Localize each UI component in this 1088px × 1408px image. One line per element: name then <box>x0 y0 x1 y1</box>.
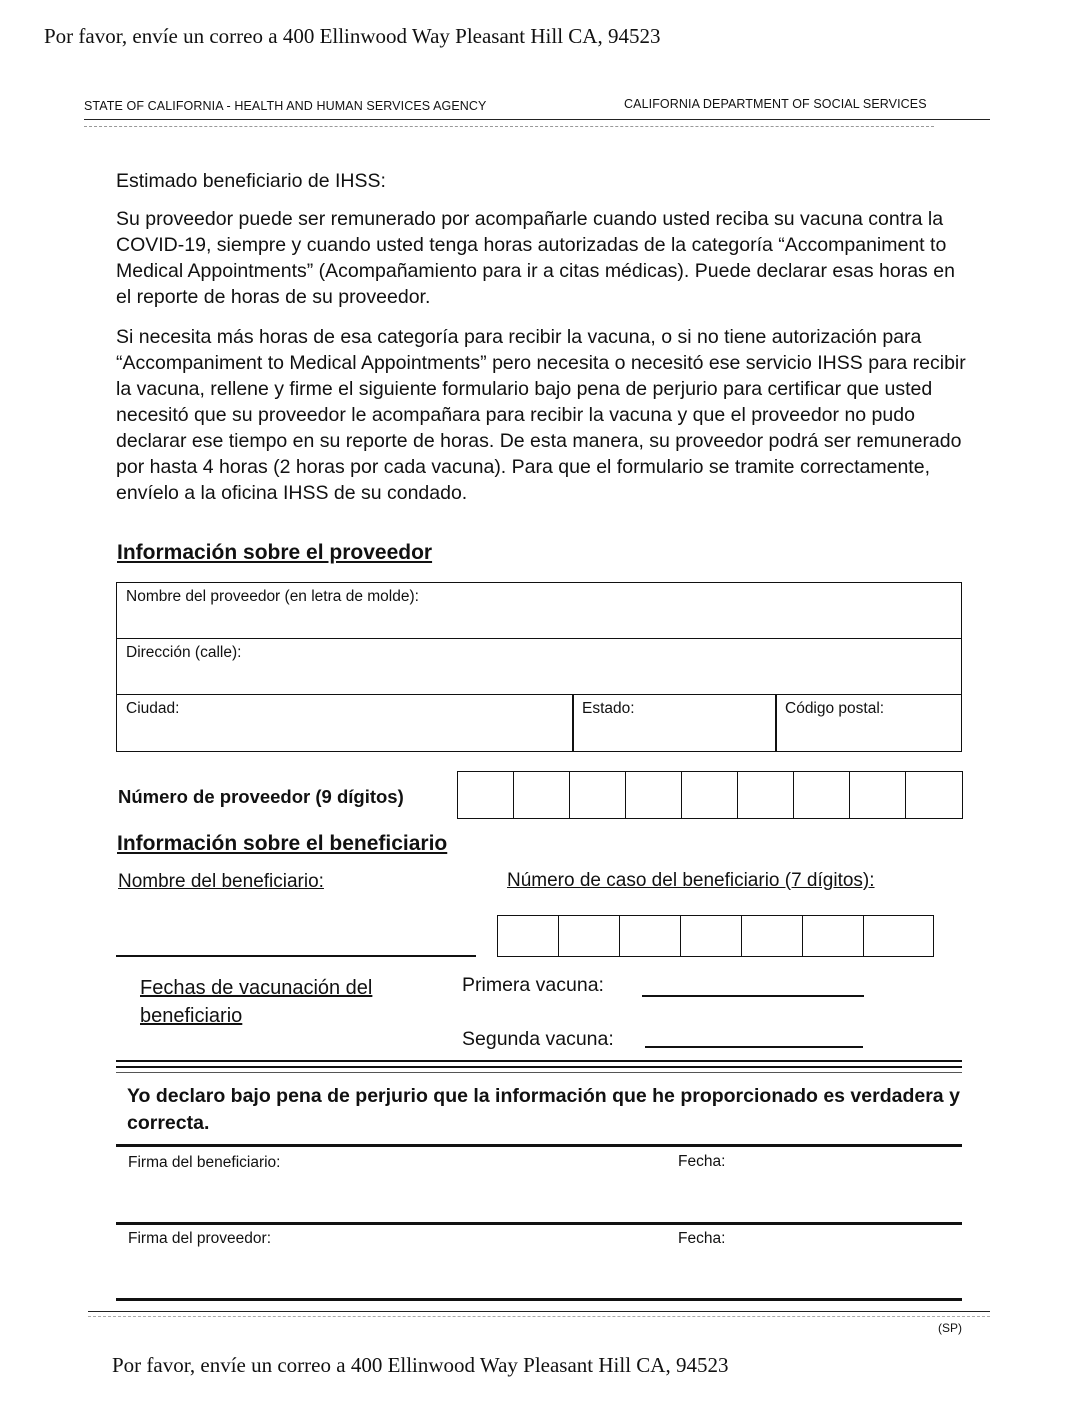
provider-section-title: Información sobre el proveedor <box>117 541 433 564</box>
perjury-declaration: Yo declaro bajo pena de perjurio que la información que he proporcionado es verdadera y correcta. <box>127 1085 960 1134</box>
provider-zip-label: Código postal: <box>785 700 885 717</box>
provider-number-label: Número de proveedor (9 dígitos) <box>118 786 404 807</box>
provider-digit-box[interactable] <box>682 772 738 818</box>
second-dose-date-line[interactable] <box>645 1046 863 1048</box>
provider-state-field[interactable] <box>574 695 775 751</box>
case-digit-box[interactable] <box>498 916 559 956</box>
provider-signature-label: Firma del proveedor: <box>128 1230 272 1247</box>
provider-state-label: Estado: <box>582 700 635 717</box>
mailing-instruction-bottom: Por favor, envíe un correo a 400 Ellinwood Way Pleasant Hill CA, 94523 <box>112 1353 729 1377</box>
case-digit-box[interactable] <box>742 916 803 956</box>
header-rule <box>84 119 990 120</box>
language-code: (SP) <box>938 1321 962 1335</box>
provider-city-field[interactable] <box>117 695 572 751</box>
provider-city-label: Ciudad: <box>126 700 180 717</box>
declaration-rule <box>116 1144 962 1147</box>
provider-digit-box[interactable] <box>514 772 570 818</box>
provider-digit-box[interactable] <box>850 772 906 818</box>
greeting: Estimado beneficiario de IHSS: <box>116 170 386 192</box>
case-digit-box[interactable] <box>803 916 864 956</box>
instructions-paragraph: Si necesita más horas de esa categoría para recibir la vacuna, o si no tiene autorización para “Accompaniment to Medical Appointments” pero necesita o necesitó ese servicio IHSS para recibir la vacuna, rellene y firme el siguiente formulario bajo pena de perjurio para certificar que usted necesitó que su proveedor le acompañara para recibir la vacuna y que el proveedor no pudo declarar ese tiempo en su reporte de horas. De esta manera, su proveedor podrá ser remunerado por hasta 4 horas (2 horas por cada vacuna). Para que el formulario se tramite correctamente, envíelo a la oficina IHSS de su condado. <box>116 326 966 504</box>
case-digit-box[interactable] <box>620 916 681 956</box>
footer-rule <box>88 1311 990 1312</box>
provider-number-boxes <box>457 771 963 819</box>
provider-address-label: Dirección (calle): <box>126 644 242 661</box>
beneficiary-section-title: Información sobre el beneficiario <box>117 832 448 855</box>
provider-name-label: Nombre del proveedor (en letra de molde): <box>126 588 419 605</box>
provider-digit-box[interactable] <box>626 772 682 818</box>
section-divider <box>116 1072 962 1073</box>
case-number-label: Número de caso del beneficiario (7 dígitos): <box>507 870 875 891</box>
case-digit-box[interactable] <box>559 916 620 956</box>
beneficiary-name-label: Nombre del beneficiario: <box>118 871 324 892</box>
provider-city-state-zip-row <box>117 695 961 751</box>
department-header: CALIFORNIA DEPARTMENT OF SOCIAL SERVICES <box>624 97 927 111</box>
provider-info-box <box>116 582 962 752</box>
provider-digit-box[interactable] <box>906 772 962 818</box>
case-digit-box[interactable] <box>864 916 925 956</box>
provider-date-label: Fecha: <box>678 1230 726 1247</box>
first-dose-date-line[interactable] <box>642 995 864 997</box>
provider-address-field[interactable] <box>117 639 961 695</box>
header-dashed-rule <box>84 126 934 127</box>
beneficiary-date-label: Fecha: <box>678 1153 726 1170</box>
beneficiary-name-line[interactable] <box>116 955 476 957</box>
provider-digit-box[interactable] <box>794 772 850 818</box>
beneficiary-signature-line[interactable] <box>116 1222 962 1225</box>
first-dose-label: Primera vacuna: <box>462 974 604 996</box>
second-dose-label: Segunda vacuna: <box>462 1028 614 1050</box>
provider-zip-field[interactable] <box>777 695 960 751</box>
provider-digit-box[interactable] <box>458 772 514 818</box>
agency-header: STATE OF CALIFORNIA - HEALTH AND HUMAN SERVICES AGENCY <box>84 99 487 113</box>
case-digit-box[interactable] <box>681 916 742 956</box>
case-number-boxes <box>497 915 934 957</box>
intro-paragraph: Su proveedor puede ser remunerado por acompañarle cuando usted reciba su vacuna contra la COVID-19, siempre y cuando usted tenga horas autorizadas de la categoría “Accompaniment to Medical Appointments” (Acompañamiento para ir a citas médicas). Puede declarar esas horas en el reporte de horas de su proveedor. <box>116 208 955 308</box>
provider-name-field[interactable] <box>117 583 961 639</box>
section-divider <box>116 1066 962 1068</box>
beneficiary-signature-label: Firma del beneficiario: <box>128 1154 281 1171</box>
vaccination-dates-label: Fechas de vacunación del beneficiario <box>140 977 373 1027</box>
provider-signature-line[interactable] <box>116 1298 962 1301</box>
provider-digit-box[interactable] <box>738 772 794 818</box>
provider-digit-box[interactable] <box>570 772 626 818</box>
section-divider <box>116 1060 962 1062</box>
footer-dashed-rule <box>88 1316 990 1317</box>
mailing-instruction-top: Por favor, envíe un correo a 400 Ellinwood Way Pleasant Hill CA, 94523 <box>44 24 661 48</box>
